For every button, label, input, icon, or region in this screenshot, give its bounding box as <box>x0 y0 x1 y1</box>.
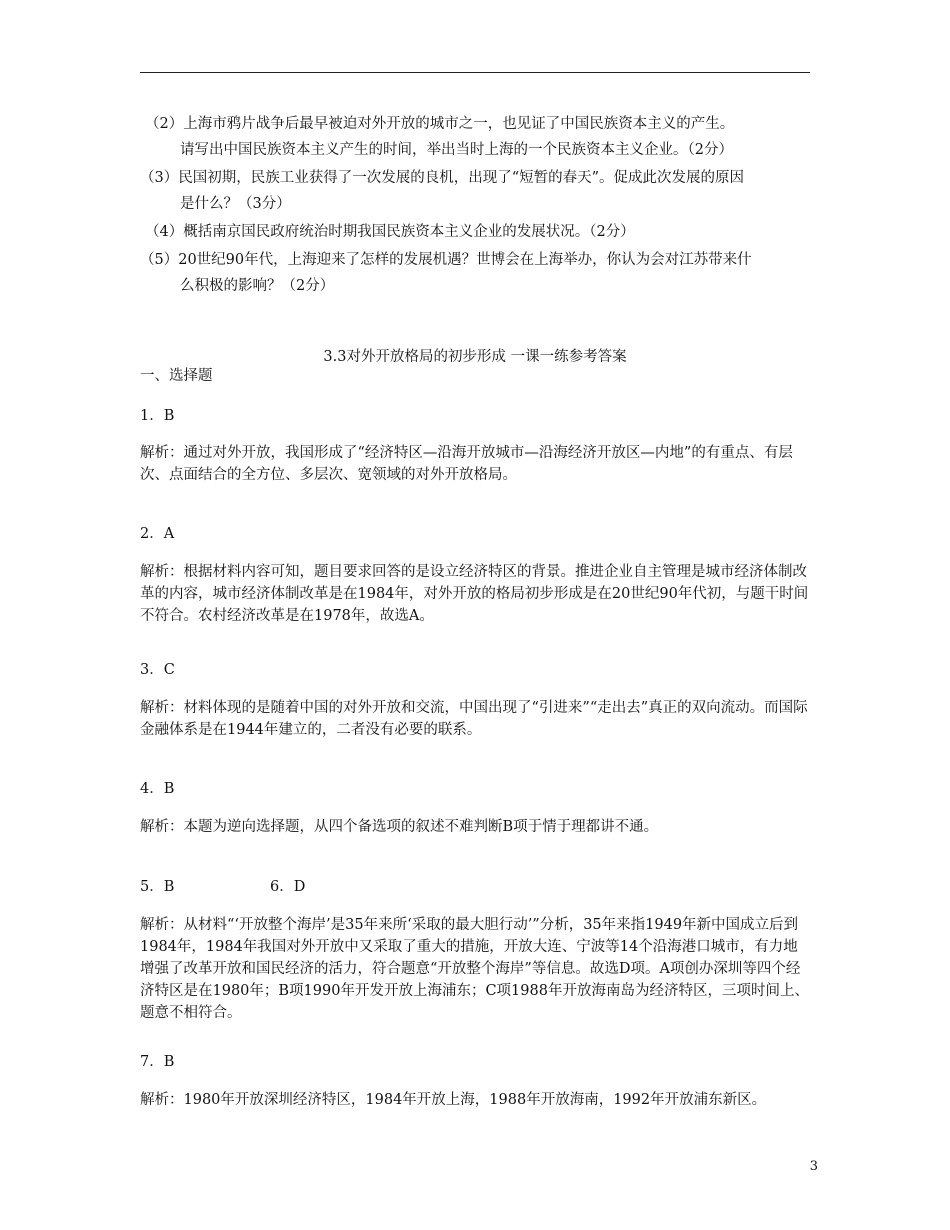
question-5-line-2: 么积极的影响？（2分） <box>180 278 335 294</box>
question-2-line-1: （2）上海市鸦片战争后最早被迫对外开放的城市之一，也见证了中国民族资本主义的产生。 <box>145 116 735 132</box>
answer-2-explanation: 解析：根据材料内容可知，题目要求回答的是设立经济特区的背景。推进企业自主管理是城市经济体制改革的内容，城市经济体制改革是在1984年，对外开放的格局初步形成是在20世纪90年代初，与题干时间不符合。农村经济改革是在1978年，故选A。 <box>140 564 809 624</box>
answer-5-number: 5．B <box>140 879 175 895</box>
section-heading: 一、选择题 <box>140 368 213 384</box>
page-number: 3 <box>809 1159 818 1174</box>
question-3-line-2: 是什么？（3分） <box>180 196 291 212</box>
answer-7-number: 7．B <box>140 1054 175 1070</box>
question-5-line-1: （5）20世纪90年代，上海迎来了怎样的发展机遇？世博会在上海举办，你认为会对江苏带来什 <box>140 252 752 268</box>
question-4-line-1: （4）概括南京国民政府统治时期我国民族资本主义企业的发展状况。（2分） <box>145 224 635 240</box>
answer-6-number: 6．D <box>270 879 306 895</box>
answer-4-explanation: 解析：本题为逆向选择题，从四个备选项的叙述不难判断B项于情于理都讲不通。 <box>140 819 659 835</box>
answer-2-number: 2．A <box>140 526 175 542</box>
question-3-line-1: （3）民国初期，民族工业获得了一次发展的良机，出现了“短暂的春天”。促成此次发展的原因 <box>140 170 745 186</box>
answer-1-explanation: 解析：通过对外开放，我国形成了“经济特区—沿海开放城市—沿海经济开放区—内地”的有重点、有层次、点面结合的全方位、多层次、宽领域的对外开放格局。 <box>140 445 793 483</box>
answer-3-explanation: 解析：材料体现的是随着中国的对外开放和交流，中国出现了“引进来”“走出去”真正的双向流动。而国际金融体系是在1944年建立的，二者没有必要的联系。 <box>140 700 808 738</box>
answer-5-6-explanation: 解析：从材料“‘开放整个海岸’是35年来所‘采取的最大胆行动’”分析，35年来指1949年新中国成立后到1984年，1984年我国对外开放中又采取了重大的措施，开放大连、宁波等14个沿海港口城市，有力地增强了改革开放和国民经济的活力，符合题意“开放整个海岸”等信息。故选D项。A项创办深圳等四个经济特区是在1980年；B项1990年开发开放上海浦东；C项1988年开放海南岛为经济特区，三项时间上、题意不相符合。 <box>140 917 809 1021</box>
header-rule <box>140 72 810 73</box>
answer-4-number: 4．B <box>140 781 175 797</box>
question-2-line-2: 请写出中国民族资本主义产生的时间，举出当时上海的一个民族资本主义企业。（2分） <box>180 142 733 158</box>
answer-7-explanation: 解析：1980年开放深圳经济特区，1984年开放上海，1988年开放海南，1992年开放浦东新区。 <box>140 1092 767 1108</box>
answer-1-number: 1．B <box>140 408 175 424</box>
answer-3-number: 3．C <box>140 662 175 678</box>
answer-title: 3.3对外开放格局的初步形成 一课一练参考答案 <box>323 349 627 365</box>
